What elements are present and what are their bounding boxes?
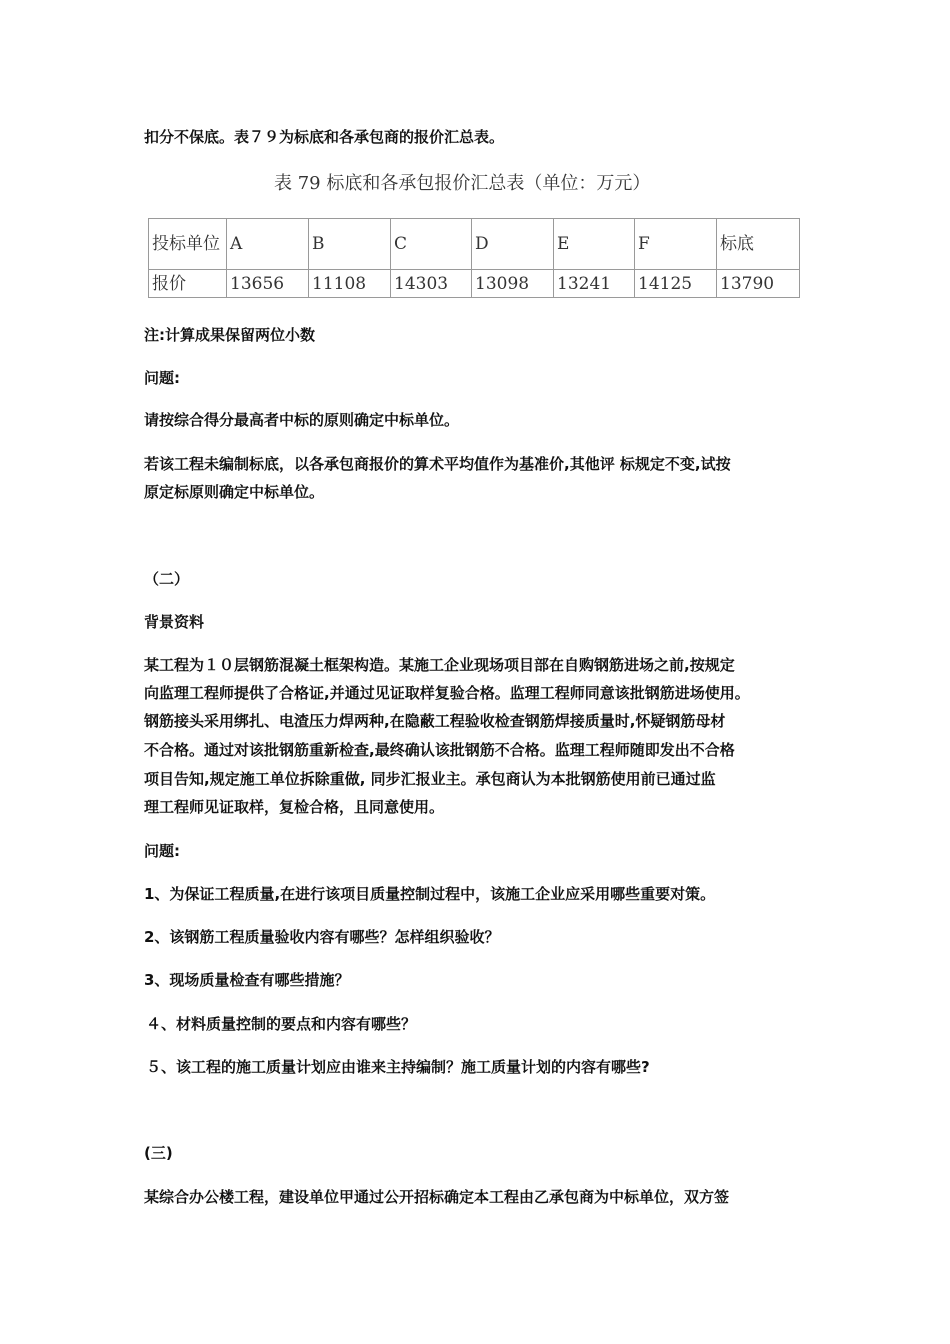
note-line: 注:计算成果保留两位小数 bbox=[144, 326, 315, 344]
section2-background-line-5: 项目告知,规定施工单位拆除重做, 同步汇报业主。承包商认为本批钢筋使用前已通过监 bbox=[144, 770, 716, 788]
price-cell-b: 11108 bbox=[309, 270, 391, 298]
section2-background-line-4: 不合格。通过对该批钢筋重新检查,最终确认该批钢筋不合格。监理工程师随即发出不合格 bbox=[144, 741, 735, 759]
section2-background-label: 背景资料 bbox=[144, 613, 205, 631]
section3-first-line: 某综合办公楼工程，建设单位甲通过公开招标确定本工程由乙承包商为中标单位，双方签 bbox=[144, 1188, 730, 1206]
section2-background-line-3: 钢筋接头采用绑扎、电渣压力焊两种,在隐蔽工程验收检查钢筋焊接质量时,怀疑钢筋母材 bbox=[144, 712, 726, 730]
price-cell-c: 14303 bbox=[391, 270, 472, 298]
section2-question-label: 问题: bbox=[144, 842, 180, 860]
section1-question-1: 请按综合得分最高者中标的原则确定中标单位。 bbox=[144, 411, 460, 429]
section2-heading: （二） bbox=[144, 570, 190, 588]
header-cell-c: C bbox=[391, 219, 472, 270]
table-row bbox=[149, 270, 800, 298]
price-cell-a: 13656 bbox=[227, 270, 309, 298]
table-header-row bbox=[149, 219, 800, 270]
header-cell-b: B bbox=[309, 219, 391, 270]
header-cell-bidder: 投标单位 bbox=[149, 219, 227, 270]
header-cell-base-price: 标底 bbox=[717, 219, 800, 270]
header-cell-f: F bbox=[635, 219, 717, 270]
intro-line: 扣分不保底。表７９为标底和各承包商的报价汇总表。 bbox=[144, 128, 505, 146]
price-cell-d: 13098 bbox=[472, 270, 554, 298]
section2-question-2: 2、该钢筋工程质量验收内容有哪些？怎样组织验收？ bbox=[144, 928, 500, 946]
price-cell-f: 14125 bbox=[635, 270, 717, 298]
section2-background-line-1: 某工程为１０层钢筋混凝土框架构造。某施工企业现场项目部在自购钢筋进场之前,按规定 bbox=[144, 656, 735, 674]
price-cell-base-price: 13790 bbox=[717, 270, 800, 298]
section2-background-line-2: 向监理工程师提供了合格证,并通过见证取样复验合格。监理工程师同意该批钢筋进场使用。 bbox=[144, 684, 750, 702]
header-cell-a: A bbox=[227, 219, 309, 270]
bid-price-table bbox=[148, 218, 800, 298]
section1-question-2-cont: 原定标原则确定中标单位。 bbox=[144, 483, 325, 501]
section1-question-label: 问题: bbox=[144, 369, 180, 387]
header-cell-d: D bbox=[472, 219, 554, 270]
section3-heading: (三) bbox=[144, 1144, 173, 1162]
header-cell-e: E bbox=[554, 219, 635, 270]
section2-background-line-6: 理工程师见证取样，复检合格，且同意使用。 bbox=[144, 798, 445, 816]
table-caption: 表 79 标底和各承包报价汇总表（单位：万元） bbox=[274, 173, 651, 194]
row-label-price: 报价 bbox=[149, 270, 227, 298]
section1-question-2: 若该工程未编制标底，以各承包商报价的算术平均值作为基准价,其他评 标规定不变,试按 bbox=[144, 455, 731, 473]
section2-question-4: ４、材料质量控制的要点和内容有哪些？ bbox=[146, 1015, 417, 1033]
section2-question-3: 3、现场质量检查有哪些措施？ bbox=[144, 971, 350, 989]
section2-question-5: ５、该工程的施工质量计划应由谁来主持编制？施工质量计划的内容有哪些? bbox=[146, 1058, 650, 1076]
price-cell-e: 13241 bbox=[554, 270, 635, 298]
section2-question-1: 1、为保证工程质量,在进行该项目质量控制过程中，该施工企业应采用哪些重要对策。 bbox=[144, 885, 716, 903]
